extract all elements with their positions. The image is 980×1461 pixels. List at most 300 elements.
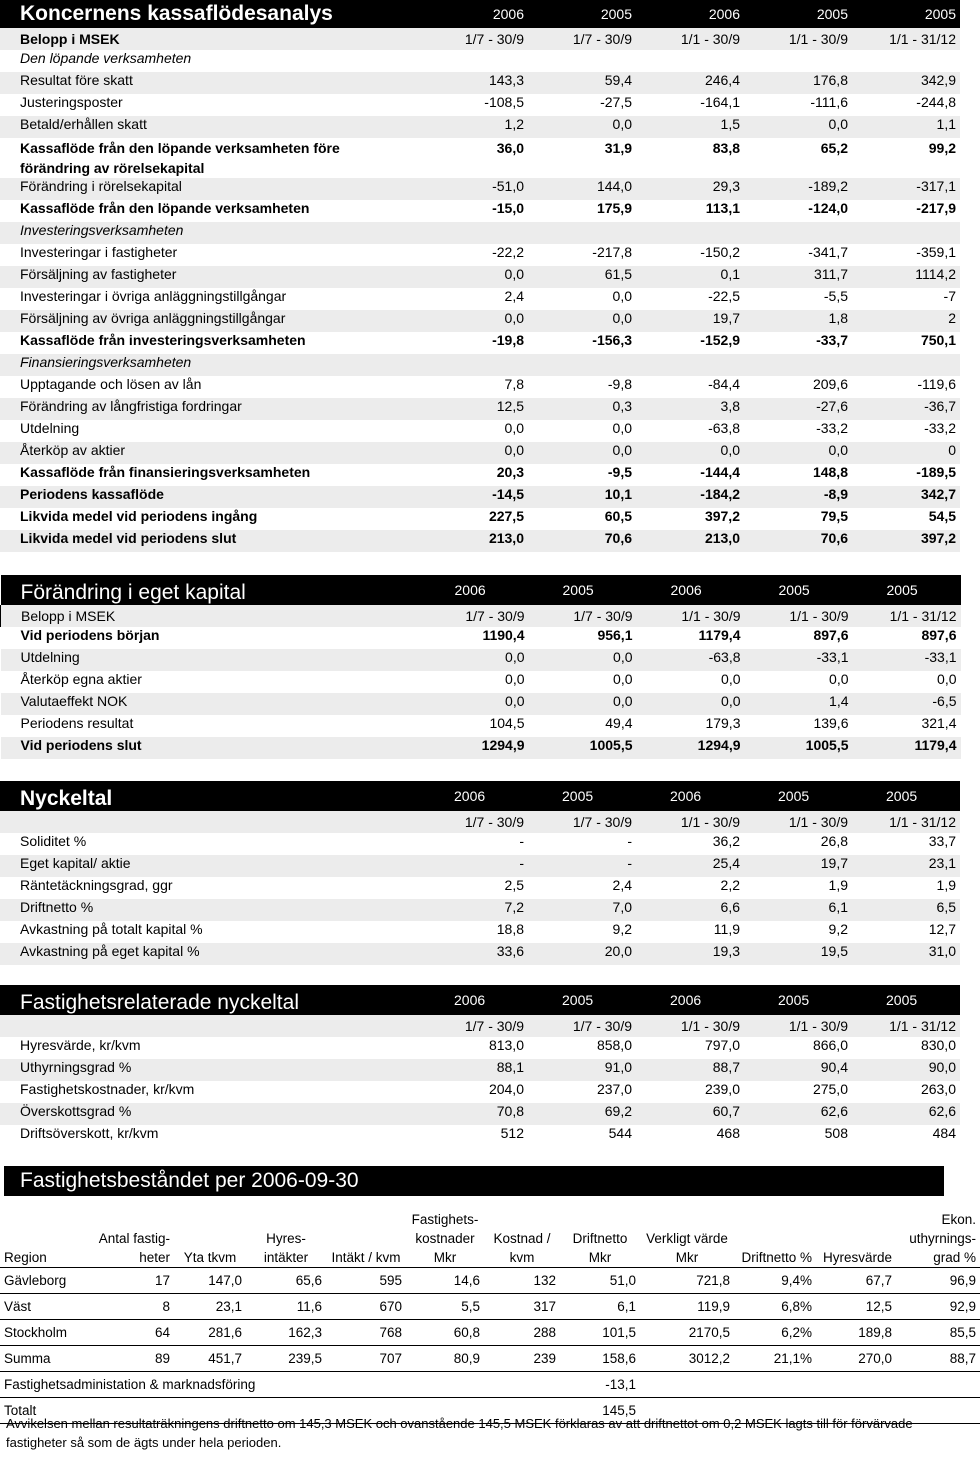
value-cell: 0,0 [529, 649, 637, 671]
value-cell: 451,7 [174, 1346, 246, 1372]
column-header-line: Yta tkvm [183, 1250, 237, 1265]
value-cell: 3,8 [636, 398, 744, 420]
table-row [0, 921, 960, 943]
period-header: 1/7 - 30/9 [420, 811, 528, 833]
column-header [640, 1201, 734, 1268]
value-cell: -359,1 [916, 244, 956, 260]
column-header [484, 1201, 560, 1268]
row-label: Vid periodens början [20, 627, 160, 643]
value-cell: 96,9 [896, 1268, 980, 1294]
table-row [0, 222, 960, 244]
value-cell: 213,0 [636, 530, 744, 552]
row-label: Resultat före skatt [0, 72, 420, 94]
value-cell: 1005,5 [745, 737, 853, 759]
value-cell: 0,3 [528, 398, 636, 420]
column-header [560, 1201, 640, 1268]
table-row [0, 332, 960, 354]
row-label: Uthyrningsgrad % [0, 1059, 420, 1081]
value-cell: 176,8 [744, 72, 852, 94]
value-cell: 9,2 [828, 921, 848, 937]
value-cell: 147,0 [174, 1268, 246, 1294]
value-cell: 33,6 [420, 943, 528, 965]
value-cell: 0,0 [613, 671, 633, 687]
period-header: 1/7 - 30/9 [528, 1015, 636, 1037]
value-cell: 60,8 [406, 1320, 484, 1346]
value-cell: -13,1 [560, 1372, 640, 1398]
value-cell: 707 [326, 1346, 406, 1372]
value-cell: -189,5 [916, 464, 956, 480]
period-header: 1/7 - 30/9 [420, 1015, 528, 1037]
value-cell: -7 [943, 288, 956, 304]
column-header-line [820, 1210, 892, 1229]
row-label: Förändring av långfristiga fordringar [0, 398, 420, 420]
value-cell: 49,4 [605, 715, 633, 731]
year-header: 2006 [420, 985, 528, 1015]
blank-cell [0, 1015, 420, 1037]
value-cell: 270,0 [816, 1346, 896, 1372]
row-label: Hyresvärde, kr/kvm [20, 1037, 141, 1053]
value-cell: 83,8 [712, 140, 740, 156]
row-label: Utdelning [20, 420, 80, 436]
column-header-line: Mkr [433, 1250, 457, 1265]
blank-cell [640, 1372, 980, 1398]
value-cell: -317,1 [852, 178, 960, 200]
column-header-line: Hyresvärde [822, 1250, 892, 1265]
year-header: 2005 [744, 0, 852, 28]
equity-section [0, 575, 960, 759]
value-cell: 11,9 [713, 921, 740, 937]
year-header: 2005 [528, 985, 636, 1015]
row-label: Försäljning av fastigheter [0, 266, 420, 288]
value-cell: 92,9 [896, 1294, 980, 1320]
row-label: Kassaflöde från finansieringsverksamheten [20, 464, 311, 480]
propkeyfigures-header-row [0, 985, 960, 1015]
year-header: 2006 [636, 985, 744, 1015]
value-cell: -33,1 [853, 649, 961, 671]
equity-table [0, 575, 961, 759]
value-cell: 0,0 [529, 693, 637, 715]
value-cell [636, 222, 744, 244]
column-header-line: Ekon. [941, 1212, 976, 1227]
value-cell: -15,0 [492, 200, 524, 216]
column-header-line: Fastighets- [411, 1212, 479, 1227]
value-cell [528, 222, 636, 244]
value-cell: 21,1% [734, 1346, 816, 1372]
value-cell [420, 354, 528, 376]
row-label: Försäljning av övriga anläggningstillgångar [0, 310, 420, 332]
value-cell: 62,6 [744, 1103, 852, 1125]
year-header: 2005 [745, 575, 853, 605]
row-label: Soliditet % [20, 833, 87, 849]
value-cell: 3012,2 [640, 1346, 734, 1372]
table-row [0, 1103, 960, 1125]
value-cell [744, 354, 852, 376]
table-row [0, 94, 960, 116]
value-cell: 69,2 [528, 1103, 636, 1125]
value-cell: 14,6 [406, 1268, 484, 1294]
value-cell [420, 50, 528, 72]
value-cell: -9,8 [607, 376, 632, 392]
value-cell: 8 [84, 1294, 174, 1320]
value-cell: 20,3 [496, 464, 524, 480]
value-cell: 175,9 [596, 200, 632, 216]
keyfigures-section [0, 781, 960, 965]
table-row [0, 877, 960, 899]
year-header: 2005 [852, 0, 960, 28]
column-header [896, 1201, 980, 1268]
value-cell: 239 [484, 1346, 560, 1372]
portfolio-title-bar [4, 1166, 944, 1196]
value-cell: 209,6 [812, 376, 848, 392]
value-cell: 29,3 [636, 178, 744, 200]
column-header [0, 1201, 84, 1268]
table-row [1, 627, 961, 649]
column-header-line: Driftnetto % [741, 1250, 812, 1265]
value-cell: 0,0 [420, 266, 528, 288]
table-row [0, 288, 960, 310]
value-cell: 119,9 [640, 1294, 734, 1320]
year-header: 2006 [637, 575, 745, 605]
column-header-line [564, 1210, 636, 1229]
value-cell: 7,8 [504, 376, 524, 392]
value-cell: 158,6 [560, 1346, 640, 1372]
value-cell: 239,0 [704, 1081, 740, 1097]
table-row [0, 833, 960, 855]
value-cell: 65,6 [246, 1268, 326, 1294]
value-cell: -184,2 [636, 486, 744, 508]
equity-title: Förändring i eget kapital [1, 575, 421, 605]
value-cell: 0,0 [744, 116, 852, 138]
value-cell: -144,4 [700, 464, 740, 480]
value-cell: 1114,2 [852, 266, 960, 288]
column-header-line: kostnader [415, 1231, 475, 1246]
value-cell: 1294,9 [421, 737, 529, 759]
table-row [0, 899, 960, 921]
column-header-line: intäkter [263, 1250, 309, 1265]
column-header-line [644, 1210, 730, 1229]
value-cell: -33,1 [745, 649, 853, 671]
period-row [1, 605, 961, 627]
row-label: Betald/erhållen skatt [0, 116, 420, 138]
value-cell: 62,6 [852, 1103, 960, 1125]
column-header [734, 1201, 816, 1268]
value-cell: 12,7 [928, 921, 956, 937]
value-cell: 2,4 [612, 877, 632, 893]
value-cell: 143,3 [420, 72, 528, 94]
value-cell: 317 [484, 1294, 560, 1320]
value-cell: 213,0 [420, 530, 528, 552]
value-cell: 1005,5 [529, 737, 637, 759]
value-cell: 508 [824, 1125, 848, 1141]
year-header: 2005 [528, 781, 636, 811]
value-cell: -217,8 [592, 244, 632, 260]
value-cell: 275,0 [812, 1081, 848, 1097]
value-cell: 281,6 [174, 1320, 246, 1346]
value-cell: 88,7 [636, 1059, 744, 1081]
value-cell: 12,5 [816, 1294, 896, 1320]
value-cell: 0,0 [420, 310, 528, 332]
column-header-line [738, 1210, 812, 1229]
blank-cell [0, 811, 420, 833]
row-label: Driftnetto % [0, 899, 420, 921]
value-cell: 31,9 [604, 140, 632, 156]
value-cell [420, 222, 528, 244]
value-cell: 101,5 [560, 1320, 640, 1346]
value-cell: 11,6 [246, 1294, 326, 1320]
value-cell: - [528, 855, 636, 877]
value-cell: -27,6 [744, 398, 852, 420]
value-cell: 9,2 [612, 921, 632, 937]
value-cell: 321,4 [921, 715, 957, 731]
row-label: Upptagande och lösen av lån [20, 376, 202, 392]
value-cell: -14,5 [420, 486, 528, 508]
value-cell: 17 [84, 1268, 174, 1294]
value-cell: 6,1 [744, 899, 852, 921]
year-header: 2005 [853, 575, 961, 605]
value-cell: -33,7 [816, 332, 848, 348]
column-header-line: Verkligt värde [646, 1231, 728, 1246]
column-header-line [250, 1210, 322, 1229]
value-cell: 1,2 [420, 116, 528, 138]
table-row [0, 1081, 960, 1103]
value-cell: -22,2 [492, 244, 524, 260]
value-cell: 104,5 [489, 715, 525, 731]
value-cell: 1,9 [936, 877, 956, 893]
column-header-line: grad % [933, 1250, 976, 1265]
table-row [0, 508, 960, 530]
row-label: Investeringar i övriga anläggningstillgångar [20, 288, 287, 304]
value-cell: 36,2 [712, 833, 740, 849]
value-cell: 1,9 [828, 877, 848, 893]
value-cell: 2 [852, 310, 960, 332]
period-header: 1/1 - 30/9 [745, 605, 853, 627]
value-cell: 79,5 [820, 508, 848, 524]
value-cell: -111,6 [810, 94, 848, 110]
column-header-line: Intäkt / kvm [331, 1250, 401, 1265]
table-row [0, 72, 960, 94]
year-header: 2005 [852, 781, 960, 811]
period-header: 1/1 - 30/9 [744, 28, 852, 50]
table-row [0, 244, 960, 266]
table-row [0, 398, 960, 420]
value-cell [744, 222, 852, 244]
value-cell: -119,6 [917, 376, 956, 392]
value-cell: 750,1 [920, 332, 956, 348]
column-header [326, 1201, 406, 1268]
period-header: 1/1 - 31/12 [852, 811, 960, 833]
row-label [0, 138, 420, 178]
value-cell: 1179,4 [698, 627, 741, 643]
value-cell: 0,0 [420, 442, 528, 464]
value-cell: 0 [852, 442, 960, 464]
period-header: 1/1 - 30/9 [637, 605, 745, 627]
value-cell: 25,4 [636, 855, 744, 877]
value-cell: -63,8 [637, 649, 745, 671]
table-row [0, 1059, 960, 1081]
portfolio-footnote: Avvikelsen mellan resultaträkningens driftnetto om 145,3 MSEK och ovanstående 145,5 MSEK förklaras av att driftnettot om 0,2 MSEK lagts till för förvärvade fastigheter så som de ägts under hela perioden. [6, 1416, 913, 1450]
table-row [0, 530, 960, 552]
row-label: Finansieringsverksamheten [0, 354, 420, 376]
equity-header-row [1, 575, 961, 605]
value-cell: 0,0 [829, 671, 849, 687]
value-cell: 342,7 [852, 486, 960, 508]
value-cell: 99,2 [928, 140, 956, 156]
column-header-line [4, 1210, 80, 1229]
value-cell: 90,4 [744, 1059, 852, 1081]
value-cell: 145,5 [560, 1398, 640, 1424]
value-cell [852, 354, 960, 376]
cashflow-section [0, 0, 960, 552]
row-label: Räntetäckningsgrad, ggr [20, 877, 173, 893]
period-row [0, 28, 960, 50]
column-header-line: Kostnad / [493, 1231, 551, 1246]
column-header-line: Antal fastig- [98, 1231, 170, 1246]
row-label: Driftsöverskott, kr/kvm [20, 1125, 159, 1141]
value-cell: 1,1 [852, 116, 960, 138]
row-label: Utdelning [1, 649, 421, 671]
table-row [0, 442, 960, 464]
value-cell: 88,7 [896, 1346, 980, 1372]
value-cell: 858,0 [596, 1037, 632, 1053]
value-cell: 1,5 [636, 116, 744, 138]
period-header: 1/1 - 31/12 [852, 1015, 960, 1037]
value-cell [636, 50, 744, 72]
value-cell: 0,0 [421, 693, 529, 715]
value-cell: 484 [932, 1125, 956, 1141]
value-cell: 0,0 [504, 420, 524, 436]
value-cell: 2,4 [504, 288, 524, 304]
column-header-line: Region [4, 1250, 47, 1265]
value-cell: 61,5 [528, 266, 636, 288]
column-header-line: Mkr [675, 1250, 699, 1265]
value-cell: 7,0 [528, 899, 636, 921]
value-cell: 179,3 [705, 715, 741, 731]
unit-label: Belopp i MSEK [1, 605, 421, 627]
value-cell: 897,6 [921, 627, 957, 643]
value-cell: 246,4 [636, 72, 744, 94]
table-row [0, 1320, 980, 1346]
value-cell: 0,1 [636, 266, 744, 288]
period-header: 1/1 - 30/9 [744, 1015, 852, 1037]
column-header-line: Driftnetto [572, 1231, 628, 1246]
value-cell: 288 [484, 1320, 560, 1346]
value-cell: 0,0 [528, 116, 636, 138]
value-cell: 19,7 [744, 855, 852, 877]
table-row [0, 855, 960, 877]
value-cell: 468 [716, 1125, 740, 1141]
value-cell: 10,1 [528, 486, 636, 508]
value-cell: 544 [608, 1125, 632, 1141]
value-cell: 2,2 [720, 877, 740, 893]
period-header: 1/1 - 30/9 [636, 811, 744, 833]
row-label: Fastighetsadministation & marknadsföring [0, 1372, 560, 1398]
value-cell: 5,5 [406, 1294, 484, 1320]
table-row [1, 693, 961, 715]
column-header [84, 1201, 174, 1268]
value-cell: -164,1 [700, 94, 740, 110]
table-row [0, 420, 960, 442]
value-cell: 2170,5 [640, 1320, 734, 1346]
table-row [0, 1346, 980, 1372]
table-row [0, 178, 960, 200]
year-header: 2005 [744, 781, 852, 811]
row-label-line: Kassaflöde från den löpande verksamheten före [20, 140, 340, 156]
value-cell: 204,0 [488, 1081, 524, 1097]
value-cell: 239,5 [246, 1346, 326, 1372]
value-cell: -244,8 [916, 94, 956, 110]
value-cell [852, 222, 960, 244]
value-cell: -33,2 [816, 420, 848, 436]
column-header [246, 1201, 326, 1268]
value-cell: 80,9 [406, 1346, 484, 1372]
value-cell: 70,6 [528, 530, 636, 552]
table-row [0, 138, 960, 178]
value-cell: 18,8 [496, 921, 524, 937]
period-header: 1/7 - 30/9 [528, 811, 636, 833]
table-row [0, 266, 960, 288]
column-header-line: kvm [509, 1250, 535, 1265]
keyfigures-table [0, 781, 960, 965]
row-label: Kassaflöde från den löpande verksamheten [20, 200, 310, 216]
region-cell: Väst [0, 1294, 84, 1320]
value-cell: 897,6 [813, 627, 849, 643]
table-row [0, 1294, 980, 1320]
value-cell: -6,5 [853, 693, 961, 715]
column-header-line: uthyrnings- [909, 1231, 976, 1246]
value-cell: -217,9 [916, 200, 956, 216]
value-cell: 23,1 [852, 855, 960, 877]
value-cell: 2,5 [504, 877, 524, 893]
value-cell: 91,0 [528, 1059, 636, 1081]
value-cell: -19,8 [492, 332, 524, 348]
region-cell: Gävleborg [0, 1268, 84, 1294]
period-header: 1/1 - 31/12 [852, 28, 960, 50]
value-cell: 866,0 [812, 1037, 848, 1053]
year-header: 2005 [852, 985, 960, 1015]
value-cell: 6,8% [734, 1294, 816, 1320]
value-cell: -5,5 [823, 288, 848, 304]
value-cell: 19,5 [744, 943, 852, 965]
row-label: Justeringsposter [20, 94, 123, 110]
value-cell: -63,8 [708, 420, 740, 436]
value-cell: -36,7 [852, 398, 960, 420]
value-cell: 67,7 [816, 1268, 896, 1294]
value-cell: -124,0 [808, 200, 848, 216]
value-cell: 797,0 [704, 1037, 740, 1053]
year-header: 2006 [636, 0, 744, 28]
table-row [0, 486, 960, 508]
value-cell: -84,4 [708, 376, 740, 392]
value-cell: 144,0 [528, 178, 636, 200]
value-cell: -27,5 [600, 94, 632, 110]
period-header: 1/1 - 30/9 [636, 28, 744, 50]
value-cell: 51,0 [560, 1268, 640, 1294]
value-cell: 20,0 [528, 943, 636, 965]
value-cell: 342,9 [852, 72, 960, 94]
value-cell: 0,0 [937, 671, 957, 687]
value-cell: 7,2 [420, 899, 528, 921]
value-cell: - [420, 855, 528, 877]
value-cell: 0,0 [721, 671, 741, 687]
value-cell: 0,0 [528, 442, 636, 464]
table-row [0, 1037, 960, 1059]
table-row [0, 943, 960, 965]
value-cell: -33,2 [924, 420, 956, 436]
year-header: 2005 [528, 0, 636, 28]
value-cell: 19,3 [636, 943, 744, 965]
value-cell: 1179,4 [853, 737, 961, 759]
value-cell: 0,0 [528, 310, 636, 332]
